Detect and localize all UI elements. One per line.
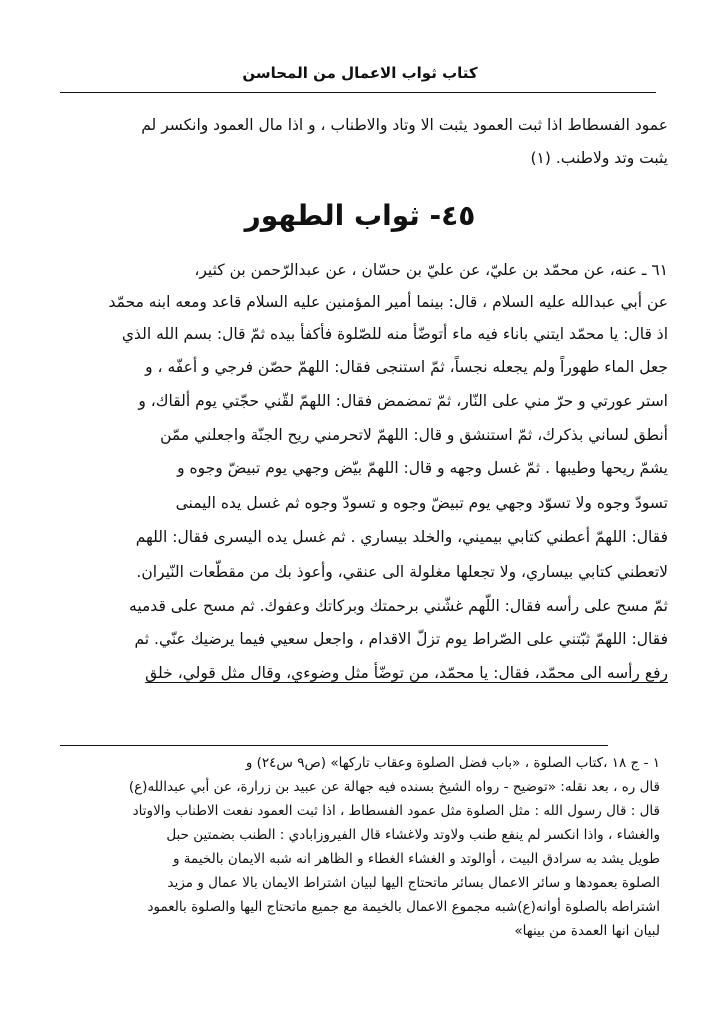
- footnote-line: طويل يشد به سرادق البيت ، أوالوتد و الغشاء الغطاء و الظاهر انه شبه الايمان بالخيمة و: [172, 851, 660, 867]
- body-line: فقال: اللهمّ أعطني كتابي بيميني، والخلد بيساري . ثم غسل يده اليسرى فقال: اللهم: [135, 528, 668, 546]
- body-line: أنطق لساني بذكرك، ثمّ استنشق و قال: اللهمّ لاتحرمني ريح الجنّة واجعلني ممّن: [160, 426, 668, 444]
- body-line: عن أبي عبدالله عليه السلام ، قال: بينما أمير المؤمنين عليه السلام قاعد ومعه ابنه محمّد: [108, 293, 668, 311]
- body-line: تسودّ وجوه ولا تسوّد وجهي يوم تبيضّ وجوه و تسودّ وجوه ثم غسل يده اليمنى: [175, 494, 668, 512]
- footnote-line: ١ - ج ١٨ ،كتاب الصلوة ، «باب فضل الصلوة وعقاب تاركها» (ص٩ س٢٤) و: [245, 755, 660, 771]
- footnote-divider: [60, 745, 608, 746]
- body-line: فقال: اللهمّ ثبّتني على الصّراط يوم تزلّ الاقدام ، واجعل سعيي فيما يرضيك عنّي. ثم: [134, 630, 668, 648]
- intro-line: عمود الفسطاط اذا ثبت العمود يثبت الا وتاد والاطناب ، و اذا مال العمود وانكسر لم: [141, 116, 668, 134]
- body-line: رفع رأسه الى محمّد، فقال: يا محمّد، من توضّأ مثل وضوءي، وقال مثل قولي، خلق: [145, 664, 668, 682]
- body-line: يشمّ ريحها وطيبها . ثمّ غسل وجهه و قال: اللهمّ بيّض وجهي يوم تبيضّ وجوه و: [177, 459, 668, 477]
- header-divider: [60, 92, 656, 93]
- footnote-line: والغشاء ، واذا انكسر لم ينفع طنب ولاوتد ولاغشاء قال الفيروزابادي : الطنب بضمتين حبل: [166, 827, 660, 843]
- body-line: لاتعطني كتابي بيساري، ولا تجعلها مغلولة الى عنقي، وأعوذ بك من مقطّعات النّيران.: [136, 563, 668, 581]
- body-line: اذ قال: يا محمّد ايتني باناء فيه ماء أتوضّأ منه للصّلوة فأكفأ بيده ثمّ قال: بسم الله الذي: [121, 325, 668, 343]
- footnote-line: قال ره ، بعد نقله: «توضيح - رواه الشيخ بسنده فيه جهالة عن عبيد بن زرارة، عن أبي عبدالله(ع): [128, 779, 660, 795]
- body-line: جعل الماء طهوراً ولم يجعله نجساً، ثمّ استنجى فقال: اللهمّ حصّن فرجي و أعفّه ، و: [145, 358, 668, 376]
- footnote-line: لبيان انها العمدة من بينها»: [514, 923, 660, 939]
- body-line: استر عورتي و حرّ مني على النّار، ثمّ تمضمض فقال: اللهمّ لقّني حجّتي يوم ألقاك، و: [138, 392, 668, 410]
- body-line: ثمّ مسح على رأسه فقال: اللّهم غشّني برحمتك وبركاتك وعفوك. ثم مسح على قدميه: [129, 597, 668, 615]
- running-title: كتاب ثواب الاعمال من المحاسن: [242, 64, 478, 82]
- intro-line: يثبت وتد ولاطنب. (١): [530, 149, 668, 167]
- section-title: ٤٥- ثواب الطهور: [244, 199, 476, 232]
- footnote-line: قال : قال رسول الله : مثل الصلوة مثل عمود الفسطاط ، اذا ثبت العمود نفعت الاطناب والاوتاد: [132, 803, 660, 819]
- footnote-line: اشتراطه بالصلوة أوانه(ع)شبه مجموع الاعمال بالخيمة مع جميع ماتحتاج اليها والصلوة بالعمود: [147, 899, 660, 915]
- body-line: ٦١ ـ عنه، عن محمّد بن عليّ، عن عليّ بن حسّان ، عن عبدالرّحمن بن كثير،: [194, 261, 668, 279]
- footnote-line: الصلوة بعمودها و سائر الاعمال بسائر ماتحتاج اليها لبيان اشتراط الايمان بالا عمال و مزيد: [167, 875, 660, 891]
